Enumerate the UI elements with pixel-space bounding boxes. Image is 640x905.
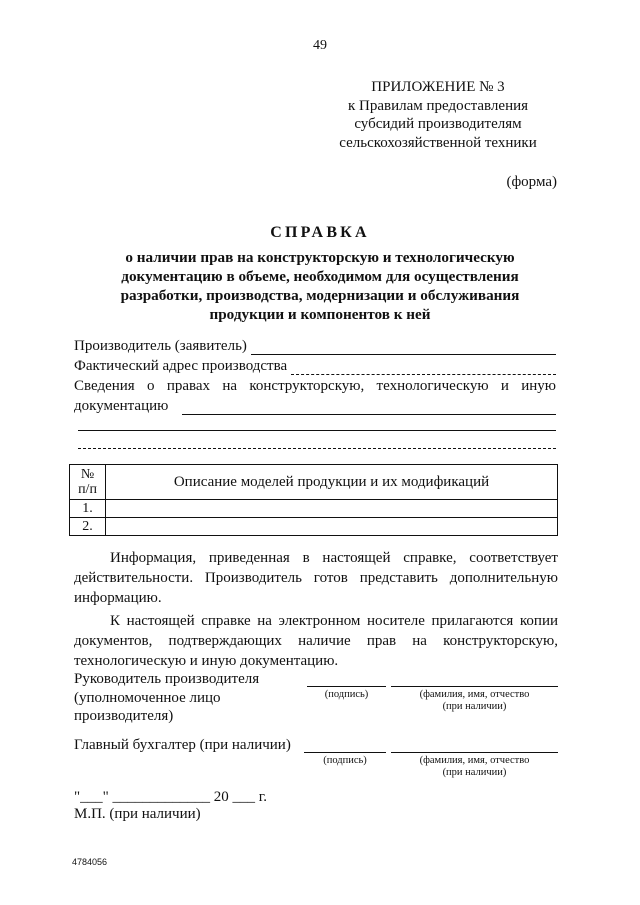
paragraph-line: документов, подтверждающих наличие прав на конструкторскую, xyxy=(74,633,558,649)
address-blank[interactable] xyxy=(291,361,556,375)
signature-caption: (подпись) xyxy=(323,755,367,766)
head-signatory-label xyxy=(74,670,259,726)
name-caption-line: (при наличии) xyxy=(442,767,507,778)
signatory-label-line: производителя) xyxy=(74,708,174,724)
paragraph-line: действительности. Производитель готов представить дополнительную xyxy=(74,570,558,586)
paragraph-line: Информация, приведенная в настоящей справке, соответствует xyxy=(110,550,558,566)
rights-label-line1: Сведения о правах на конструкторскую, технологическую и иную xyxy=(74,378,556,394)
name-caption-line: (фамилия, имя, отчество xyxy=(419,689,530,700)
rights-label-line2: документацию xyxy=(74,398,169,414)
row-number: 2. xyxy=(70,518,106,536)
rights-field xyxy=(74,397,556,415)
subtitle-line: документацию в объеме, необходимом для осуществления xyxy=(121,268,519,285)
information-paragraph xyxy=(74,548,558,608)
accountant-label: Главный бухгалтер (при наличии) xyxy=(74,737,291,753)
manufacturer-blank[interactable] xyxy=(251,341,556,355)
subtitle-line: продукции и компонентов к ней xyxy=(209,306,431,323)
header-number-abbr: п/п xyxy=(78,482,97,497)
paragraph-line: информацию. xyxy=(74,590,162,606)
rights-blank[interactable] xyxy=(182,401,556,415)
rights-blank-line[interactable] xyxy=(78,448,556,449)
row-description[interactable] xyxy=(106,500,558,518)
appendix-line: сельскохозяйственной техники xyxy=(339,134,537,151)
signature-caption: (подпись) xyxy=(324,689,369,700)
table-header-row xyxy=(70,465,558,500)
attachment-paragraph xyxy=(74,611,558,671)
head-name-line[interactable] xyxy=(391,686,558,687)
header-number-cell xyxy=(70,465,106,500)
manufacturer-label: Производитель (заявитель) xyxy=(74,338,247,354)
paragraph-line: технологическую и иную документацию. xyxy=(74,653,339,669)
address-field xyxy=(74,357,556,375)
accountant-signature-line[interactable] xyxy=(304,752,386,753)
name-caption xyxy=(391,755,558,779)
header-description-cell: Описание моделей продукции и их модификаций xyxy=(106,465,558,500)
name-caption-line: (при наличии) xyxy=(442,701,507,712)
head-signature-line[interactable] xyxy=(307,686,386,687)
models-table xyxy=(69,464,558,536)
table-row xyxy=(70,518,558,536)
appendix-line: субсидий производителям xyxy=(354,116,522,132)
document-title: СПРАВКА xyxy=(270,224,370,241)
date-line[interactable]: "___" _____________ 20 ___ г. xyxy=(74,789,267,805)
name-caption-line: (фамилия, имя, отчество xyxy=(419,755,530,766)
signatory-label-line: Руководитель производителя xyxy=(74,671,260,687)
appendix-title: ПРИЛОЖЕНИЕ № 3 xyxy=(371,79,505,95)
subtitle-line: о наличии прав на конструкторскую и технологическую xyxy=(125,249,515,266)
row-description[interactable] xyxy=(106,518,558,536)
rights-blank-line[interactable] xyxy=(78,430,556,431)
document-code: 4784056 xyxy=(72,857,108,867)
paragraph-line: К настоящей справке на электронном носителе прилагаются копии xyxy=(110,613,558,629)
accountant-name-line[interactable] xyxy=(391,752,558,753)
manufacturer-field xyxy=(74,337,556,355)
signatory-label-line: (уполномоченное лицо xyxy=(74,689,221,706)
document-subtitle xyxy=(100,248,540,324)
name-caption xyxy=(391,689,558,713)
page-number: 49 xyxy=(313,38,327,53)
form-label: (форма) xyxy=(506,174,557,190)
appendix-header xyxy=(318,78,558,152)
stamp-label: М.П. (при наличии) xyxy=(74,806,201,822)
address-label: Фактический адрес производства xyxy=(74,358,288,374)
appendix-line: к Правилам предоставления xyxy=(347,97,529,114)
header-number-symbol: № xyxy=(80,467,95,482)
subtitle-line: разработки, производства, модернизации и обслуживания xyxy=(120,287,520,304)
row-number: 1. xyxy=(70,500,106,518)
table-row xyxy=(70,500,558,518)
